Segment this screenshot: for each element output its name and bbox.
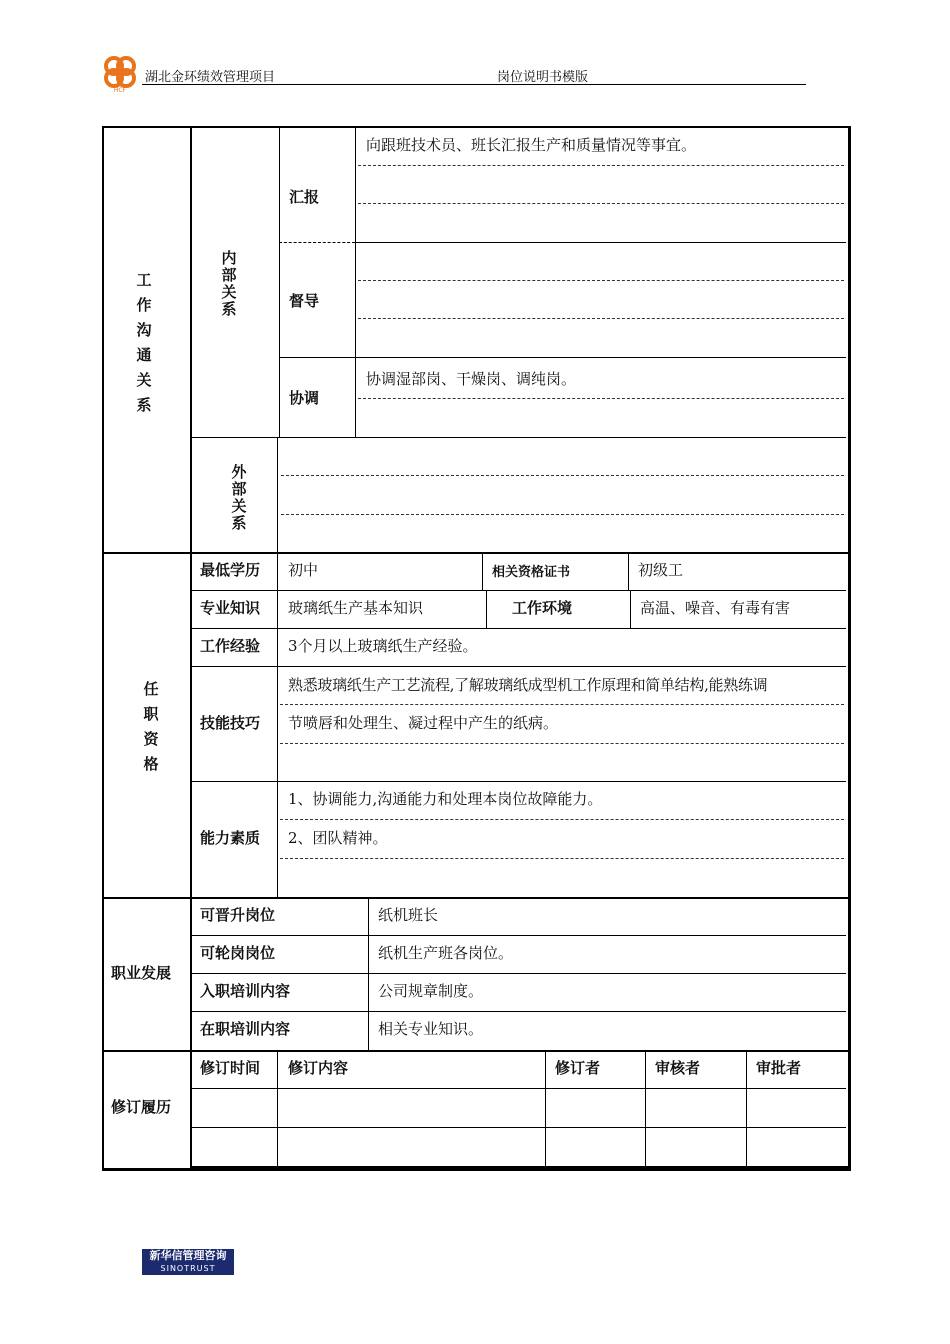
document-title: 岗位说明书模版 bbox=[497, 70, 589, 85]
revision-header-reviser: 修订者 bbox=[555, 1059, 601, 1077]
external-relations-label: 外部关系 bbox=[231, 463, 247, 532]
knowledge-value: 玻璃纸生产基本知识 bbox=[288, 599, 424, 617]
revision-header-reviewer: 审核者 bbox=[655, 1059, 701, 1077]
rotation-value: 纸机生产班各岗位。 bbox=[378, 944, 514, 962]
promotion-value: 纸机班长 bbox=[378, 906, 439, 924]
certificate-value: 初级工 bbox=[638, 561, 684, 579]
coordinate-label: 协调 bbox=[289, 389, 320, 407]
environment-label: 工作环境 bbox=[512, 599, 573, 617]
ability-line-2: 2、团队精神。 bbox=[288, 829, 388, 847]
project-title: 湖北金环绩效管理项目 bbox=[145, 70, 276, 85]
section-communication: 工作沟通关系 bbox=[136, 271, 152, 414]
coordinate-text: 协调湿部岗、干燥岗、调纯岗。 bbox=[366, 370, 577, 388]
education-label: 最低学历 bbox=[200, 561, 261, 579]
onjob-training-label: 在职培训内容 bbox=[200, 1020, 291, 1038]
internal-relations-label: 内部关系 bbox=[221, 249, 237, 318]
skills-line-2: 节喷唇和处理生、凝过程中产生的纸病。 bbox=[288, 714, 559, 732]
report-label: 汇报 bbox=[289, 188, 320, 206]
rotation-label: 可轮岗岗位 bbox=[200, 944, 276, 962]
ability-line-1: 1、协调能力,沟通能力和处理本岗位故障能力。 bbox=[288, 790, 603, 808]
report-text: 向跟班技术员、班长汇报生产和质量情况等事宜。 bbox=[366, 136, 697, 154]
header-rule bbox=[142, 84, 806, 85]
section-career: 职业发展 bbox=[111, 964, 172, 982]
supervise-label: 督导 bbox=[289, 292, 320, 310]
promotion-label: 可晋升岗位 bbox=[200, 906, 276, 924]
knowledge-label: 专业知识 bbox=[200, 599, 261, 617]
onjob-training-value: 相关专业知识。 bbox=[378, 1020, 484, 1038]
certificate-label: 相关资格证书 bbox=[492, 565, 571, 580]
revision-header-approver: 审批者 bbox=[756, 1059, 802, 1077]
entry-training-value: 公司规章制度。 bbox=[378, 982, 484, 1000]
section-qualification: 任职资格 bbox=[143, 680, 159, 773]
svg-text:HCF: HCF bbox=[113, 87, 127, 94]
experience-value: 3个月以上玻璃纸生产经验。 bbox=[288, 637, 478, 655]
sinotrust-logo: 新华信管理咨询 SINOTRUST bbox=[142, 1249, 234, 1275]
section-revision: 修订履历 bbox=[111, 1098, 172, 1116]
company-logo-icon bbox=[100, 54, 140, 94]
ability-label: 能力素质 bbox=[200, 829, 261, 847]
revision-header-content: 修订内容 bbox=[288, 1059, 349, 1077]
experience-label: 工作经验 bbox=[200, 637, 261, 655]
environment-value: 高温、噪音、有毒有害 bbox=[640, 599, 791, 617]
education-value: 初中 bbox=[288, 561, 319, 579]
skills-line-1: 熟悉玻璃纸生产工艺流程,了解玻璃纸成型机工作原理和简单结构,能熟练调 bbox=[288, 676, 768, 694]
entry-training-label: 入职培训内容 bbox=[200, 982, 291, 1000]
revision-header-date: 修订时间 bbox=[200, 1059, 261, 1077]
skills-label: 技能技巧 bbox=[200, 714, 261, 732]
